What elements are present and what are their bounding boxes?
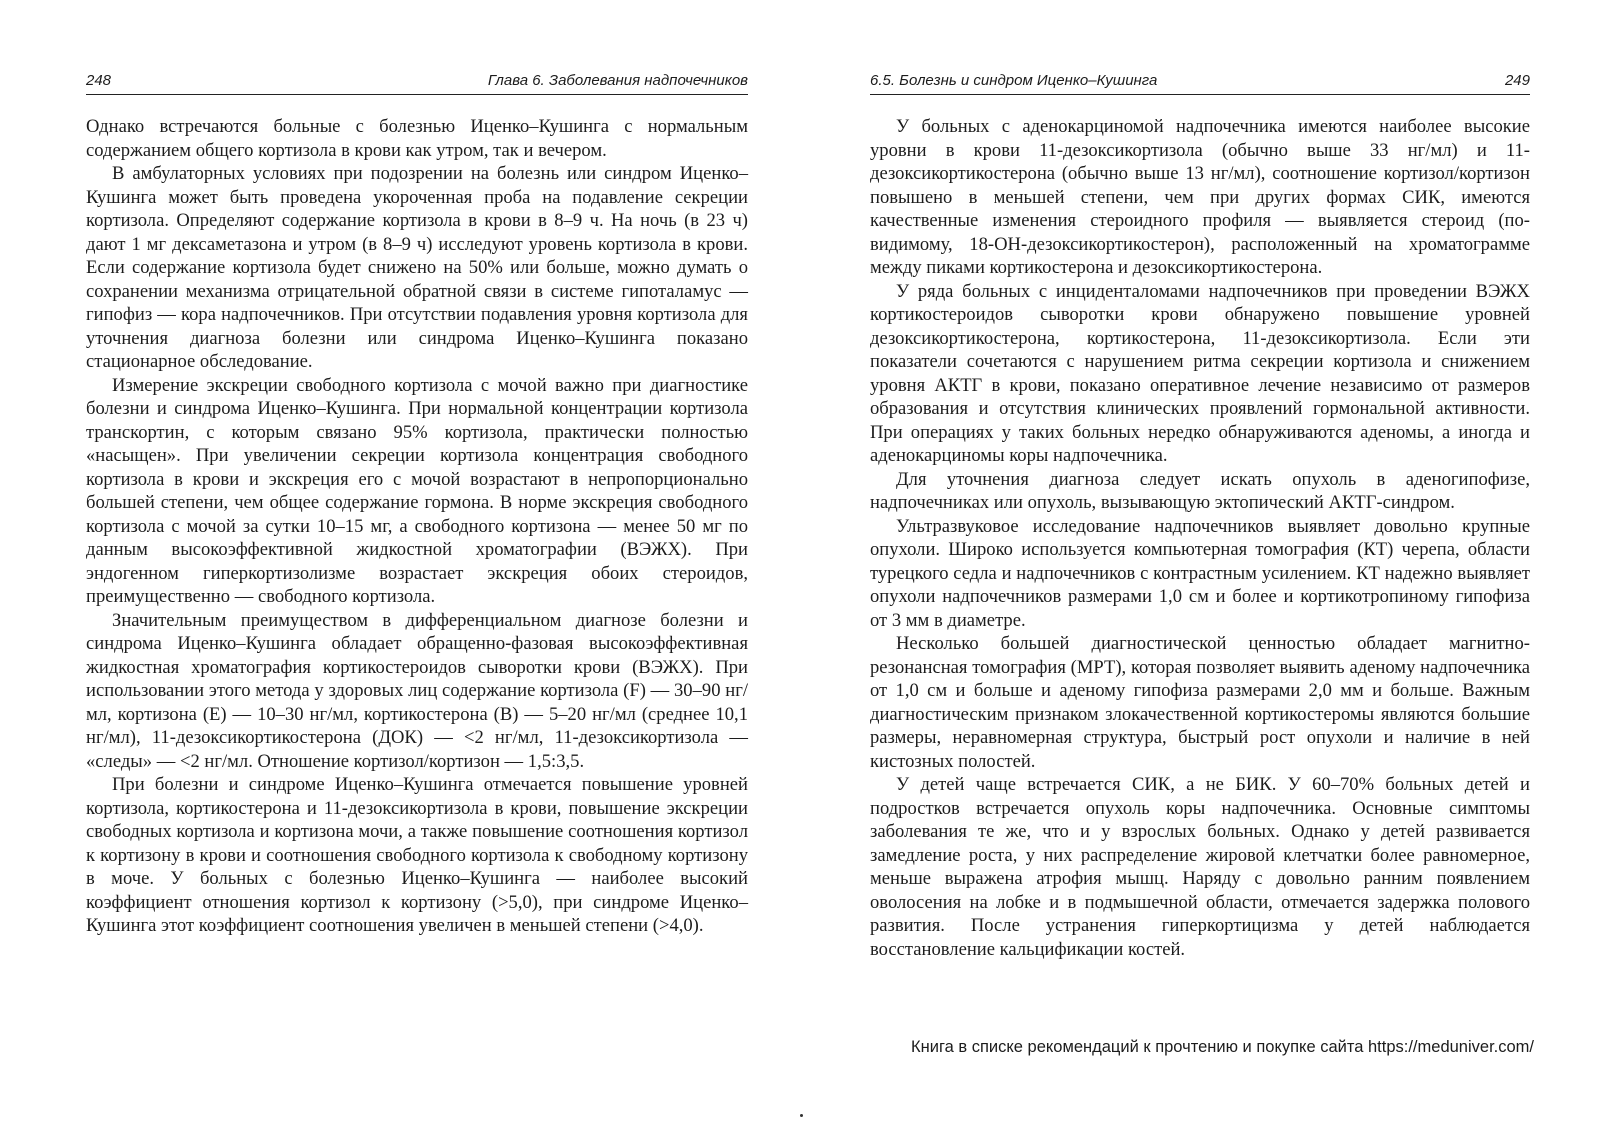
paragraph: Измерение экскреции свободного кортизола с мочой важно при диагностике болезни и синдрома Иценко–Кушинга. При нормальной концентрации кортизола транскортин, с которым связано 95% кортизола, практически полностью «насыщен». При увеличении секреции кортизола концентрация свободного кортизола в крови и экскреция его с мочой возрастают в непропорционально большей степени, чем общее содержание гормона. В норме экскреция свободного кортизола с мочой за сутки 10–15 мг, а свободного кортизона — менее 50 мг по данным высокоэффективной жидкостной хроматографии (ВЭЖХ). При эндогенном гиперкортизолизме возрастает экскреция обоих стероидов, преимущественно — свободного кортизола.: [86, 374, 748, 607]
paragraph: У ряда больных с инциденталомами надпочечников при проведении ВЭЖХ кортикостероидов сыворотки крови обнаружено повышение уровней дезоксикортикостерона, кортикостерона, 11-дезоксикортизола. Если эти показатели сочетаются с нарушением ритма секреции кортизола и снижением уровня АКТГ в крови, показано оперативное лечение независимо от размеров образования и отсутствия клинических проявлений гормональной активности. При операциях у таких больных нередко обнаруживаются аденомы, а иногда и аденокарциномы коры надпочечника.: [870, 280, 1530, 466]
left-running-head: [86, 72, 748, 95]
right-page: [870, 72, 1530, 961]
left-text-block: [86, 115, 748, 938]
left-page: [86, 72, 748, 938]
right-text-block: [870, 115, 1530, 961]
left-running-title: Глава 6. Заболевания надпочечников: [487, 72, 748, 89]
paragraph: Однако встречаются больные с болезнью Иценко–Кушинга с нормальным содержанием общего кортизола в крови как утром, так и вечером.: [86, 116, 748, 161]
paragraph: При болезни и синдроме Иценко–Кушинга отмечается повышение уровней кортизола, кортикостерона и 11-дезоксикортизола в крови, повышение экскреции свободных кортизола и кортизона мочи, а также повышение соотношения кортизол к кортизону в крови и соотношения свободного кортизола к свободному кортизону в моче. У больных с болезнью Иценко–Кушинга — наиболее высокий коэффициент отношения кортизол к кортизону (>5,0), при синдроме Иценко–Кушинга этот коэффициент соотношения увеличен в меньшей степени (>4,0).: [86, 774, 748, 936]
paragraph: У больных с аденокарциномой надпочечника имеются наиболее высокие уровни в крови 11-дезоксикортизола (обычно выше 33 нг/мл) и 11-дезоксикортикостерона (обычно выше 13 нг/мл), соотношение кортизол/кортизон повышено в меньшей степени, чем при других формах СИК, имеются качественные изменения стероидного профиля — выявляется стероид (по-видимому, 18-ОН-дезоксикортикостерон), расположенный на хроматограмме между пиками кортикостерона и дезоксикортикостерона.: [870, 116, 1530, 278]
paragraph: В амбулаторных условиях при подозрении на болезнь или синдром Иценко–Кушинга может быть проведена укороченная проба на подавление секреции кортизола. Определяют содержание кортизола в крови в 8–9 ч. На ночь (в 23 ч) дают 1 мг дексаметазона и утром (в 8–9 ч) исследуют уровень кортизола в крови. Если содержание кортизола будет снижено на 50% или больше, можно думать о сохранении механизма отрицательной обратной связи в системе гипоталамус — гипофиз — кора надпочечников. При отсутствии подавления уровня кортизола для уточнения диагноза болезни или синдрома Иценко–Кушинга показано стационарное обследование.: [86, 163, 748, 372]
paragraph: Ультразвуковое исследование надпочечников выявляет довольно крупные опухоли. Широко используется компьютерная томография (КТ) черепа, области турецкого седла и надпочечников с контрастным усилением. КТ надежно выявляет опухоли надпочечников размерами 1,0 см и более и кортикотропиному гипофиза от 3 мм в диаметре.: [870, 515, 1530, 631]
paragraph: Значительным преимуществом в дифференциальном диагнозе болезни и синдрома Иценко–Кушинга обладает обращенно-фазовая высокоэффективная жидкостная хроматография кортикостероидов сыворотки крови (ВЭЖХ). При использовании этого метода у здоровых лиц содержание кортизола (F) — 30–90 нг/мл, кортизона (E) — 10–30 нг/мл, кортикостерона (B) — 5–20 нг/мл (среднее 10,1 нг/мл), 11-дезоксикортикостерона (ДОК) — <2 нг/мл, 11-дезоксикортизола — «следы» — <2 нг/мл. Отношение кортизол/кортизон — 1,5:3,5.: [86, 609, 748, 772]
footer-note: Книга в списке рекомендаций к прочтению и покупке сайта https://meduniver.com/: [911, 1038, 1534, 1056]
right-page-number: 249: [1504, 72, 1530, 89]
left-page-number: 248: [86, 72, 112, 89]
gutter-mark: [800, 1114, 803, 1117]
paragraph: У детей чаще встречается СИК, а не БИК. У 60–70% больных детей и подростков встречается опухоль коры надпочечника. Основные симптомы заболевания те же, что и у взрослых больных. Однако у детей развивается замедление роста, у них распределение жировой клетчатки более равномерное, меньше выражена атрофия мышц. Наряду с довольно ранним появлением оволосения на лобке и в подмышечной области, отмечается задержка полового развития. После устранения гиперкортицизма у детей наблюдается восстановление кальцификации костей.: [870, 774, 1530, 960]
right-running-title: 6.5. Болезнь и синдром Иценко–Кушинга: [870, 72, 1158, 89]
paragraph: Для уточнения диагноза следует искать опухоль в аденогипофизе, надпочечниках или опухоль, вызывающую эктопический АКТГ-синдром.: [870, 468, 1530, 513]
right-running-head: [870, 72, 1530, 95]
paragraph: Несколько большей диагностической ценностью обладает магнитно-резонансная томография (МРТ), которая позволяет выявить аденому надпочечника от 1,0 см и больше и аденому гипофиза размерами 2,0 мм и больше. Важным диагностическим признаком злокачественной кортикостеромы являются большие размеры, неравномерная структура, быстрый рост опухоли и наличие в ней кистозных полостей.: [870, 633, 1530, 772]
